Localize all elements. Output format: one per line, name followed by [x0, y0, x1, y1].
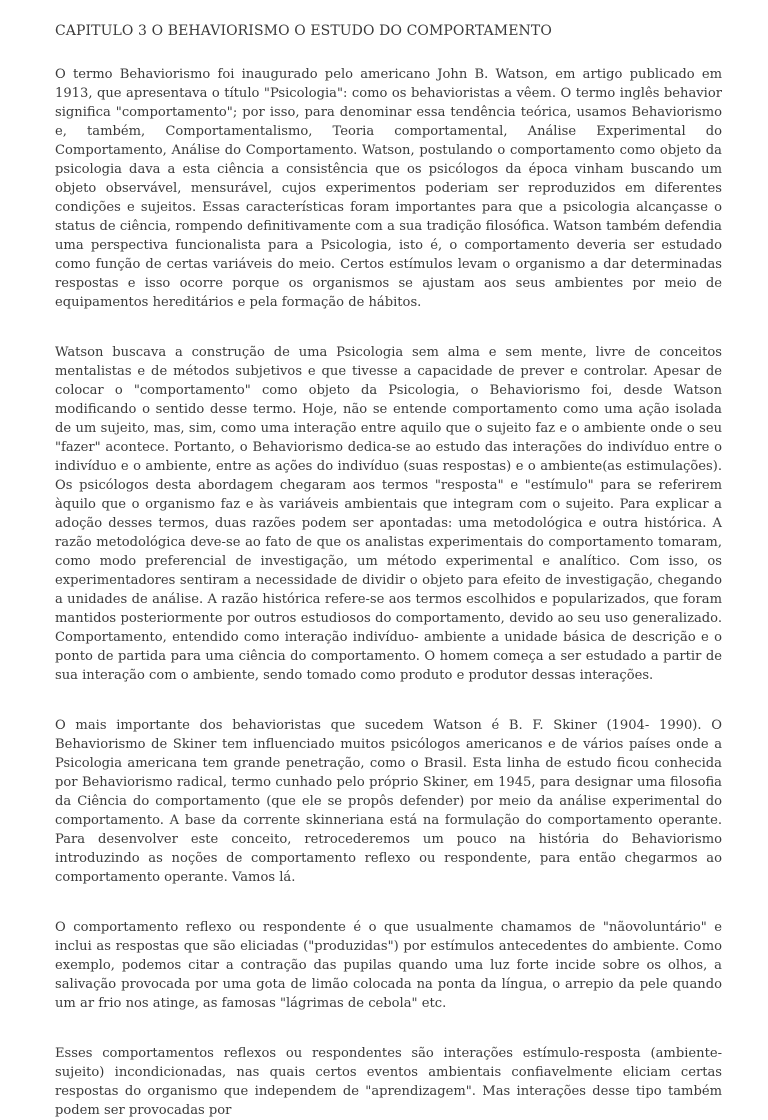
paragraph-3: O mais importante dos behavioristas que sucedem Watson é B. F. Skiner (1904- 1990). O Behaviorismo de Skiner tem influenciado muitos psicólogos americanos e de vários países onde a Psicologia americana tem grande penetração, como o Brasil. Esta linha de estudo ficou conhecida por Behaviorismo radical, termo cunhado pelo próprio Skiner, em 1945, para designar uma filosofia da Ciência do comportamento (que ele se propôs defender) por meio da análise experimental do comportamento. A base da corrente skinneriana está na formulação do comportamento operante. Para desenvolver este conceito, retrocederemos um pouco na história do Behaviorismo introduzindo as noções de comportamento reflexo ou respondente, para então chegarmos ao comportamento operante. Vamos lá. — [55, 718, 722, 885]
paragraph-2: Watson buscava a construção de uma Psicologia sem alma e sem mente, livre de conceitos mentalistas e de métodos subjetivos e que tivesse a capacidade de prever e controlar. Apesar de colocar o "comportamento" como objeto da Psicologia, o Behaviorismo foi, desde Watson modificando o sentido desse termo. Hoje, não se entende comportamento como uma ação isolada de um sujeito, mas, sim, como uma interação entre aquilo que o sujeito faz e o ambiente onde o seu "fazer" acontece. Portanto, o Behaviorismo dedica-se ao estudo das interações do indivíduo entre o indivíduo e o ambiente, entre as ações do indivíduo (suas respostas) e o ambiente(as estimulações). Os psicólogos desta abordagem chegaram aos termos "resposta" e "estímulo" para se referirem àquilo que o organismo faz e às variáveis ambientais que integram com o sujeito. Para explicar a adoção desses termos, duas razões podem ser apontadas: uma metodológica e outra histórica. A razão metodológica deve-se ao fato de que os analistas experimentais do comportamento tomaram, como modo preferencial de investigação, um método experimental e analítico. Com isso, os experimentadores sentiram a necessidade de dividir o objeto para efeito de investigação, chegando a unidades de análise. A razão histórica refere-se aos termos escolhidos e popularizados, que foram mantidos posteriormente por outros estudiosos do comportamento, devido ao seu uso generalizado. Comportamento, entendido como interação indivíduo- ambiente a unidade básica de descrição e o ponto de partida para uma ciência do comportamento. O homem começa a ser estudado a partir de sua interação com o ambiente, sendo tomado como produto e produtor dessas interações. — [55, 345, 722, 683]
chapter-title: CAPITULO 3 O BEHAVIORISMO O ESTUDO DO COMPORTAMENTO — [55, 23, 552, 39]
paragraph-5: Esses comportamentos reflexos ou respondentes são interações estímulo-resposta (ambiente- sujeito) incondicionadas, nas quais certos eventos ambientais confiavelmente eliciam certas respostas do organismo que independem de "aprendizagem". Mas interações desse tipo também podem ser provocadas por — [55, 1046, 722, 1118]
paragraph-4: O comportamento reflexo ou respondente é o que usualmente chamamos de "nãovoluntário" e inclui as respostas que são eliciadas ("produzidas") por estímulos antecedentes do ambiente. Como exemplo, podemos citar a contração das pupilas quando uma luz forte incide sobre os olhos, a salivação provocada por uma gota de limão colocada na ponta da língua, o arrepio da pele quando um ar frio nos atinge, as famosas "lágrimas de cebola" etc. — [55, 920, 722, 1011]
paragraph-1: O termo Behaviorismo foi inaugurado pelo americano John B. Watson, em artigo publicado em 1913, que apresentava o título "Psicologia": como os behavioristas a vêem. O termo inglês behavior significa "comportamento"; por isso, para denominar essa tendência teórica, usamos Behaviorismo e, também, Comportamentalismo, Teoria comportamental, Análise Experimental do Comportamento, Análise do Comportamento. Watson, postulando o comportamento como objeto da psicologia dava a esta ciência a consistência que os psicólogos da época vinham buscando um objeto observável, mensurável, cujos experimentos poderiam ser reproduzidos em diferentes condições e sujeitos. Essas características foram importantes para que a psicologia alcançasse o status de ciência, rompendo definitivamente com a sua tradição filosófica. Watson também defendia uma perspectiva funcionalista para a Psicologia, isto é, o comportamento deveria ser estudado como função de certas variáveis do meio. Certos estímulos levam o organismo a dar determinadas respostas e isso ocorre porque os organismos se ajustam aos seus ambientes por meio de equipamentos hereditários e pela formação de hábitos. — [55, 67, 722, 310]
